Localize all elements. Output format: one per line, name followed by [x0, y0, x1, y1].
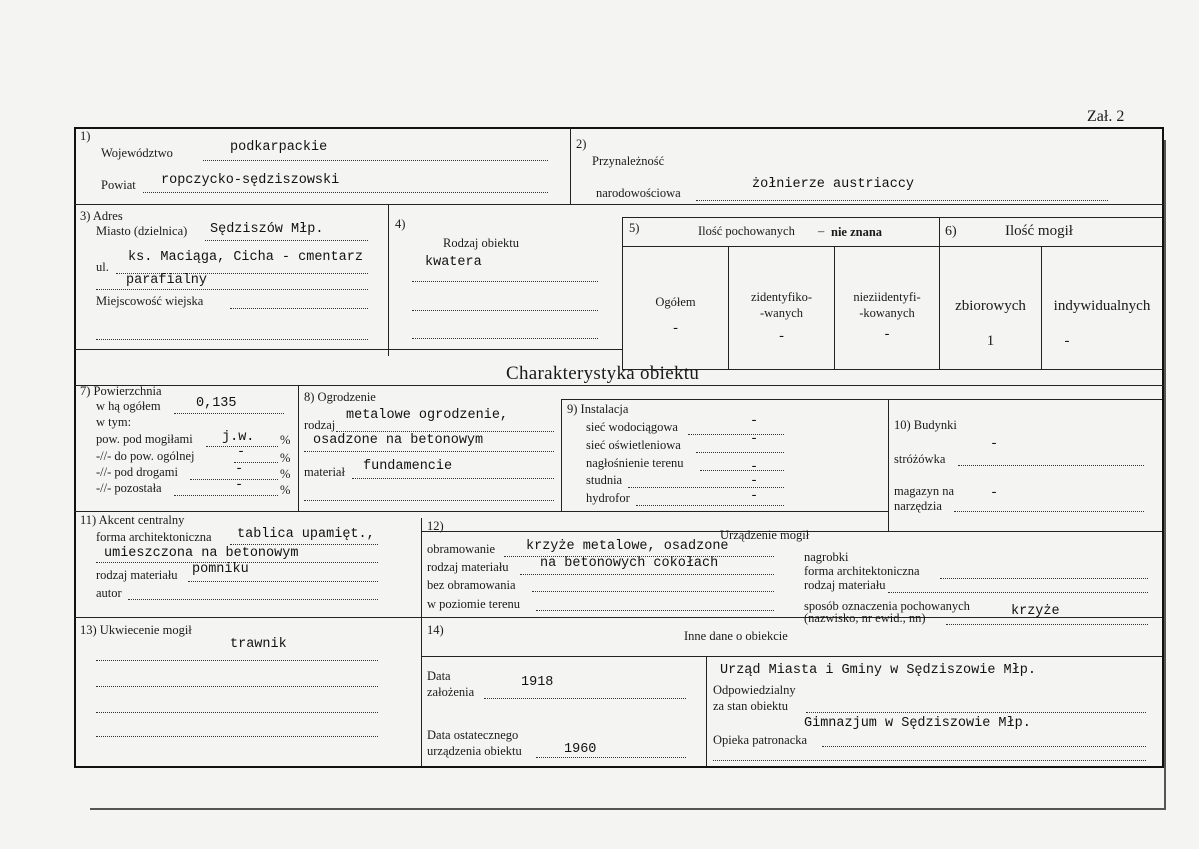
area-label: 7) Powierzchnia	[80, 384, 162, 398]
collective-label: zbiorowych	[955, 298, 1026, 314]
area-general-label: -//- do pow. ogólnej	[96, 449, 195, 463]
area-graves-label: pow. pod mogiłami	[96, 432, 193, 446]
powiat-value: ropczycko-sędziszowski	[161, 173, 340, 188]
graves-count-label: Ilość mogił	[1005, 223, 1073, 239]
founding-date-label-line1: Data	[427, 669, 451, 683]
storage-value: -	[990, 486, 999, 501]
street-value-line1: ks. Maciąga, Cicha - cmentarz	[128, 250, 363, 265]
fencing-type-label: rodzaj	[304, 418, 336, 432]
nationality-label-line2: narodowościowa	[596, 186, 681, 200]
sound-label: nagłośnienie terenu	[586, 456, 684, 470]
final-date-value: 1960	[564, 742, 597, 757]
fencing-type-value-line2: osadzone na betonowym	[313, 433, 484, 448]
storage-label-line1: magazyn na	[894, 484, 955, 498]
hydrophore-value: -	[750, 489, 759, 504]
area-total-value: 0,135	[196, 396, 237, 411]
annex-label: Zał. 2	[1087, 108, 1125, 125]
pct-sign: %	[280, 467, 291, 481]
installations-label: 9) Instalacja	[567, 402, 629, 416]
street-label: ul.	[96, 260, 109, 274]
fencing-label: 8) Ogrodzenie	[304, 390, 376, 404]
hydrophore-label: hydrofor	[586, 491, 630, 505]
nationality-value: żołnierze austriaccy	[752, 177, 915, 192]
section-2-number: 2)	[576, 137, 587, 151]
object-type-label: Rodzaj obiektu	[443, 236, 520, 250]
accent-author-label: autor	[96, 586, 122, 600]
collective-value: 1	[986, 333, 995, 349]
flowers-value: trawnik	[230, 637, 287, 652]
other-data-title: Inne dane o obiekcie	[684, 629, 788, 643]
grave-material-label: rodzaj materiału	[427, 560, 509, 574]
storage-label-line2: narzędzia	[894, 499, 942, 513]
flowers-label: 13) Ukwiecenie mogił	[80, 623, 192, 637]
accent-form-value-line2: umieszczona na betonowym	[104, 546, 299, 561]
accent-form-label: forma architektoniczna	[96, 530, 212, 544]
well-value: -	[750, 474, 759, 489]
lighting-label: sieć oświetleniowa	[586, 438, 681, 452]
responsible-label-line1: Odpowiedzialny	[713, 683, 796, 697]
object-type-value: kwatera	[425, 255, 482, 270]
final-date-label-line1: Data ostatecznego	[427, 728, 519, 742]
unidentified-value: -	[882, 328, 892, 343]
identified-label-line2: -wanych	[759, 306, 804, 320]
fencing-type-value-line1: metalowe ogrodzenie,	[346, 408, 509, 423]
tombstone-material-label: rodzaj materiału	[804, 578, 886, 592]
buried-count-label: Ilość pochowanych	[698, 224, 795, 238]
border-label: obramowanie	[427, 542, 496, 556]
nationality-label-line1: Przynależność	[592, 154, 665, 168]
area-remaining-label: -//- pozostała	[96, 481, 162, 495]
founding-date-value: 1918	[521, 675, 554, 690]
no-border-label: bez obramowania	[427, 578, 516, 592]
buildings-label: 10) Budynki	[894, 418, 957, 432]
pct-sign: %	[280, 483, 291, 497]
central-accent-label: 11) Akcent centralny	[80, 513, 185, 527]
final-date-label-line2: urządzenia obiektu	[427, 744, 522, 758]
tombstones-label: nagrobki	[804, 550, 849, 564]
marking-value: krzyże	[1011, 604, 1060, 619]
marking-label-line1: sposób oznaczenia pochowanych	[804, 599, 970, 613]
individual-label: indywidualnych	[1053, 298, 1151, 314]
village-label: Miejscowość wiejska	[96, 294, 204, 308]
section-1-number: 1)	[80, 129, 91, 143]
unidentified-label-line1: nieziidentyfi-	[853, 290, 921, 304]
section-4-number: 4)	[395, 217, 406, 231]
section-14-number: 14)	[427, 623, 444, 637]
area-total-label: w hą ogółem	[96, 399, 161, 413]
guardhouse-label: stróżówka	[894, 452, 946, 466]
unidentified-label-line2: -kowanych	[859, 306, 915, 320]
area-roads-value: -	[235, 462, 244, 477]
powiat-label: Powiat	[101, 178, 136, 192]
area-including-label: w tym:	[96, 415, 132, 429]
founding-date-label-line2: założenia	[427, 685, 475, 699]
pct-sign: %	[280, 433, 291, 447]
border-value: krzyże metalowe, osadzone	[526, 539, 729, 554]
lighting-value: -	[750, 432, 759, 447]
area-remaining-value: -	[235, 478, 244, 493]
accent-form-value-line1: tablica upamięt.,	[237, 527, 375, 542]
well-label: studnia	[586, 473, 623, 487]
buried-count-dash: –	[818, 224, 825, 238]
water-label: sieć wodociągowa	[586, 420, 678, 434]
individual-value: -	[1064, 333, 1070, 349]
total-label: Ogółem	[655, 295, 696, 309]
fencing-material-label: materiał	[304, 465, 345, 479]
responsible-value: Urząd Miasta i Gminy w Sędziszowie Młp.	[720, 663, 1036, 678]
marking-label-line2: (nazwisko, nr ewid., nn)	[804, 611, 926, 625]
section-6-number: 6)	[945, 224, 957, 239]
grave-material-value: na betonowych cokołach	[540, 556, 719, 571]
patronage-label: Opieka patronacka	[713, 733, 808, 747]
water-value: -	[750, 414, 759, 429]
area-graves-value: j.w.	[222, 430, 255, 445]
buried-count-note: nie znana	[831, 225, 883, 239]
identified-value: -	[777, 330, 786, 345]
characteristics-title: Charakterystyka obiektu	[506, 363, 700, 384]
miasto-value: Sędziszów Młp.	[210, 222, 324, 237]
fencing-material-value: fundamencie	[363, 459, 453, 474]
tombstone-form-label: forma architektoniczna	[804, 564, 920, 578]
sound-value: -	[750, 460, 759, 475]
wojewodztwo-label: Województwo	[101, 146, 173, 160]
section-12-number: 12)	[427, 519, 444, 533]
miasto-label: Miasto (dzielnica)	[96, 224, 188, 238]
accent-material-value: pomniku	[192, 562, 249, 577]
responsible-label-line2: za stan obiektu	[713, 699, 788, 713]
guardhouse-value: -	[990, 437, 999, 452]
identified-label-line1: zidentyfiko-	[750, 290, 813, 304]
accent-material-label: rodzaj materiału	[96, 568, 178, 582]
patronage-value: Gimnazjum w Sędziszowie Młp.	[804, 716, 1031, 731]
wojewodztwo-value: podkarpackie	[230, 140, 328, 155]
address-label: 3) Adres	[80, 209, 123, 223]
ground-level-label: w poziomie terenu	[427, 597, 521, 611]
section-5-number: 5)	[629, 221, 640, 235]
street-value-line2: parafialny	[126, 273, 208, 288]
grave-arrangement-title: Urządzenie mogił	[720, 528, 810, 542]
area-general-value: -	[237, 445, 246, 460]
area-roads-label: -//- pod drogami	[96, 465, 178, 479]
pct-sign: %	[280, 451, 291, 465]
total-value: -	[671, 322, 680, 337]
